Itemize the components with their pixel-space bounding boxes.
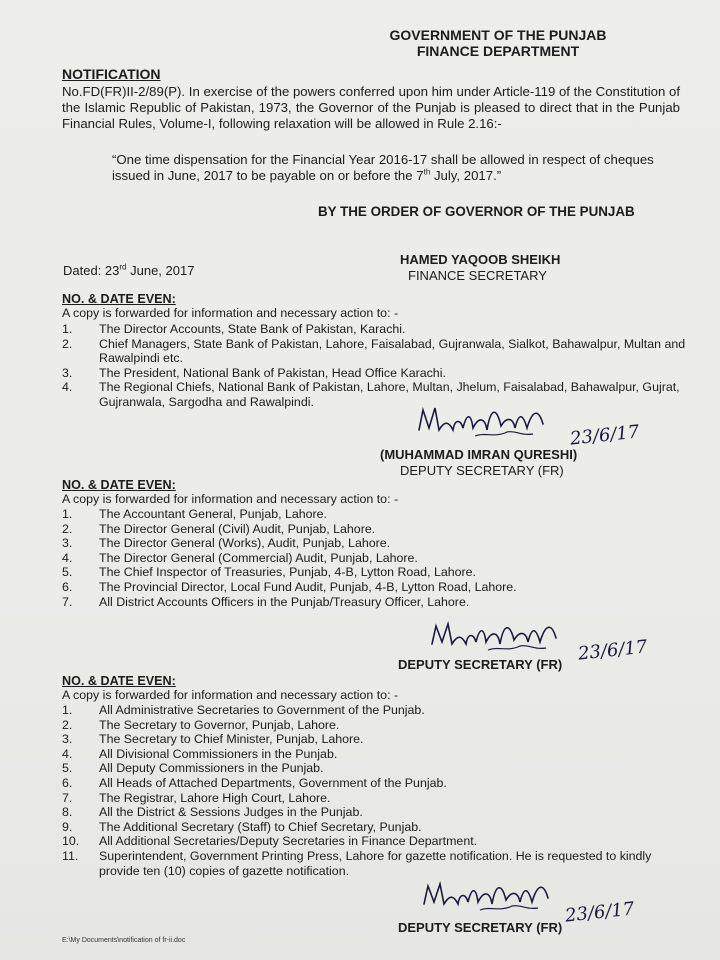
list-item: 1. All Administrative Secretaries to Government of the Punjab. — [62, 703, 425, 717]
signature-date-2: 23/6/17 — [577, 636, 649, 665]
section3-list — [62, 703, 687, 878]
section1-sig-name: (MUHAMMAD IMRAN QURESHI) — [380, 447, 578, 462]
list-item: 8. All the District & Sessions Judges in the Punjab. — [62, 805, 363, 820]
section1-list — [62, 322, 687, 410]
header-department: FINANCE DEPARTMENT — [416, 43, 580, 59]
list-item: 5. The Chief Inspector of Treasuries, Punjab, 4-B, Lytton Road, Lahore. — [62, 565, 476, 580]
signature-date-3: 23/6/17 — [564, 898, 636, 927]
section2-sig-designation: DEPUTY SECRETARY (FR) — [398, 657, 563, 672]
section3-sig-designation: DEPUTY SECRETARY (FR) — [398, 920, 563, 935]
list-item: 2. The Secretary to Governor, Punjab, Lahore. — [62, 717, 340, 732]
list-item: 2. The Director General (Civil) Audit, Punjab, Lahore. — [62, 521, 376, 536]
list-item: 1. The Director Accounts, State Bank of Pakistan, Karachi. — [62, 322, 406, 336]
section2-list — [62, 507, 687, 609]
dated-line: Dated: 23rd June, 2017 — [63, 262, 195, 278]
list-item: 3. The President, National Bank of Pakistan, Head Office Karachi. — [62, 365, 446, 380]
signatory-designation: FINANCE SECRETARY — [408, 268, 547, 283]
list-item: 9. The Additional Secretary (Staff) to Chief Secretary, Punjab. — [62, 819, 422, 834]
section1-intro: A copy is forwarded for information and necessary action to: - — [62, 306, 399, 320]
list-item: 2. Chief Managers, State Bank of Pakistan, Lahore, Faisalabad, Gujranwala, Sialkot, Bahawalpur, Multan and Rawalpindi etc. — [62, 336, 686, 366]
signatory-name: HAMED YAQOOB SHEIKH — [400, 252, 561, 267]
list-item: 10. All Additional Secretaries/Deputy Secretaries in Finance Department. — [62, 834, 478, 849]
section2-heading: NO. & DATE EVEN: — [62, 478, 176, 492]
list-item: 4. All Divisional Commissioners in the Punjab. — [62, 746, 338, 761]
list-item: 11. Superintendent, Government Printing Press, Lahore for gazette notification. He is requested to kindly provide ten (10) copies of gazette notification. — [62, 848, 652, 878]
list-item: 7. The Registrar, Lahore High Court, Lahore. — [62, 790, 331, 805]
list-item: 4. The Regional Chiefs, National Bank of Pakistan, Lahore, Multan, Jhelum, Faisalabad, Bahawalpur, Gujrat, Gujranwala, Sargodha and Rawalpindi. — [62, 380, 680, 409]
list-item: 4. The Director General (Commercial) Audit, Punjab, Lahore. — [62, 550, 418, 565]
header-government: GOVERNMENT OF THE PUNJAB — [389, 27, 607, 43]
list-item: 6. All Heads of Attached Departments, Government of the Punjab. — [62, 775, 447, 790]
list-item: 3. The Secretary to Chief Minister, Punjab, Lahore. — [62, 732, 364, 747]
list-item: 3. The Director General (Works), Audit, Punjab, Lahore. — [62, 536, 391, 551]
handwritten-signature-1 — [415, 402, 595, 449]
list-item: 6. The Provincial Director, Local Fund Audit, Punjab, 4-B, Lytton Road, Lahore. — [62, 579, 517, 594]
notification-title: NOTIFICATION — [62, 66, 161, 82]
section1-sig-designation: DEPUTY SECRETARY (FR) — [400, 463, 564, 478]
notification-quote: “One time dispensation for the Financial Year 2016-17 shall be allowed in respect of cheques issued in June, 2017 to be payable on or before the 7th July, 2017.” — [112, 152, 654, 183]
section2-intro: A copy is forwarded for information and necessary action to: - — [62, 492, 399, 506]
section1-heading: NO. & DATE EVEN: — [62, 292, 176, 306]
list-item: 7. All District Accounts Officers in the Punjab/Treasury Officer, Lahore. — [62, 594, 470, 609]
list-item: 1. The Accountant General, Punjab, Lahore. — [62, 507, 328, 521]
order-line: BY THE ORDER OF GOVERNOR OF THE PUNJAB — [318, 204, 635, 219]
section3-intro: A copy is forwarded for information and necessary action to: - — [62, 688, 399, 702]
footer-file-path: E:\My Documents\notification of fr-ii.doc — [62, 937, 186, 944]
signature-date-1: 23/6/17 — [569, 421, 641, 450]
list-item: 5. All Deputy Commissioners in the Punjab. — [62, 761, 324, 776]
notification-body: No.FD(FR)II-2/89(P). In exercise of the powers conferred upon him under Article-119 of the Constitution of the Islamic Republic of Pakistan, 1973, the Governor of the Punjab is pleased to direct that in the Punjab Financial Rules, Volume-I, following relaxation will be allowed in Rule 2.16:- — [62, 84, 680, 131]
section3-heading: NO. & DATE EVEN: — [62, 674, 176, 688]
